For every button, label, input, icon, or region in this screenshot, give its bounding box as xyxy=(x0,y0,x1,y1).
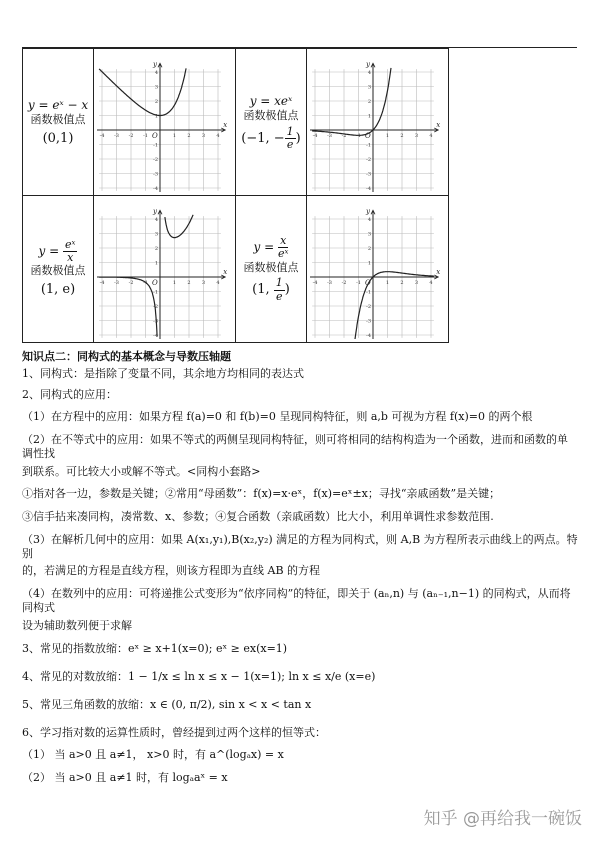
graph-4 xyxy=(310,199,445,339)
tick-label: -2 xyxy=(366,304,371,310)
formula-3-prefix: y = xyxy=(38,244,60,259)
function-graph-table xyxy=(22,48,449,343)
formula-4 xyxy=(236,235,306,260)
tick-label: -1 xyxy=(153,142,158,149)
tick-label: -2 xyxy=(153,304,158,310)
tick-label: -3 xyxy=(366,318,371,325)
graph-cell-2 xyxy=(307,49,449,196)
tick-label: -3 xyxy=(153,318,158,325)
origin-label: O xyxy=(365,279,371,287)
tick-label: -2 xyxy=(341,280,347,286)
tick-label: -3 xyxy=(327,280,332,286)
line-10: （4）在数列中的应用：可将递推公式变形为“依序同构”的特征，即关于 (aₙ,n) 与 (aₙ₋₁,n−1) 的同构式，从而将同构式 xyxy=(22,587,571,614)
tick-label: 4 xyxy=(429,280,433,286)
tick-label: 4 xyxy=(367,217,371,223)
line-1: 1、同构式：是指除了变量不同，其余地方均相同的表达式 xyxy=(22,366,304,380)
caption-2: 函数极值点 xyxy=(243,109,299,123)
tick-label: 4 xyxy=(216,280,220,286)
point-2-num: 1 xyxy=(286,124,294,138)
origin-label: O xyxy=(152,279,158,287)
tick-label: -1 xyxy=(366,289,371,296)
tick-label: 3 xyxy=(414,280,419,286)
tick-label: -1 xyxy=(356,133,361,139)
watermark: 知乎 @再给我一碗饭 xyxy=(423,809,582,829)
function-curve xyxy=(160,68,186,115)
x-axis-label: x xyxy=(436,121,441,129)
tick-label: -2 xyxy=(153,157,158,163)
y-axis-label: y xyxy=(366,60,370,69)
tick-label: 3 xyxy=(154,231,158,238)
x-axis-label: x xyxy=(223,268,228,276)
line-4: （2）在不等式中的应用：如果不等式的两侧呈现同构特征，则可将相同的结构构造为一个函数，进而和函数的单调性找 xyxy=(22,433,568,460)
tick-label: 2 xyxy=(400,133,404,139)
tick-label: -4 xyxy=(366,186,371,192)
formula-cell-4 xyxy=(236,196,307,343)
tick-label: -2 xyxy=(128,280,134,286)
point-2-fraction xyxy=(285,126,296,151)
caption-4: 函数极值点 xyxy=(243,260,299,274)
formula-2: y = xeˣ xyxy=(249,93,293,108)
origin-label: O xyxy=(365,132,371,140)
tick-label: 2 xyxy=(154,246,158,252)
y-axis-label: y xyxy=(153,60,157,69)
tick-label: -2 xyxy=(128,133,134,139)
tick-label: 2 xyxy=(187,280,191,286)
tick-label: 3 xyxy=(367,231,371,238)
formula-1: y = eˣ − x xyxy=(27,97,89,112)
function-curve xyxy=(373,68,391,130)
extreme-point-4 xyxy=(236,277,306,302)
graph-cell-4 xyxy=(307,196,449,343)
tick-label: -3 xyxy=(153,171,158,178)
tick-label: 1 xyxy=(385,280,390,286)
tick-label: 3 xyxy=(201,280,206,286)
line-12: 3、常见的指数放缩：eˣ ≥ x+1(x=0); eˣ ≥ ex(x=1) xyxy=(22,642,288,656)
tick-label: -3 xyxy=(327,133,332,139)
tick-label: 3 xyxy=(367,84,371,91)
tick-label: -4 xyxy=(153,186,158,192)
formula-4-num: x xyxy=(278,235,288,248)
formula-cell-3 xyxy=(23,196,94,343)
tick-label: -3 xyxy=(114,133,119,139)
caption-3: 函数极值点 xyxy=(30,264,86,278)
y-axis-label: y xyxy=(366,207,370,216)
tick-label: -1 xyxy=(143,133,148,139)
line-9: 的，若满足的方程是直线方程，则该方程即为直线 AB 的方程 xyxy=(22,564,321,578)
line-11: 设为辅助数列便于求解 xyxy=(22,618,132,632)
tick-label: 1 xyxy=(367,113,371,120)
tick-label: -1 xyxy=(153,289,158,296)
formula-4-fraction xyxy=(278,235,288,260)
graph-2 xyxy=(310,52,445,192)
graph-3 xyxy=(97,199,232,339)
formula-3-fraction xyxy=(63,239,77,264)
tick-label: -1 xyxy=(366,142,371,149)
function-curve xyxy=(373,272,434,277)
tick-label: -4 xyxy=(99,133,105,139)
tick-label: 1 xyxy=(385,133,390,139)
graph-1 xyxy=(97,52,232,192)
tick-label: 1 xyxy=(367,260,371,267)
tick-label: -4 xyxy=(312,133,318,139)
tick-label: -3 xyxy=(114,280,119,286)
tick-label: 1 xyxy=(172,133,177,139)
line-2: 2、同构式的应用： xyxy=(22,387,117,401)
function-curve xyxy=(99,69,160,116)
tick-label: 4 xyxy=(429,133,433,139)
tick-label: 2 xyxy=(187,133,191,139)
tick-label: -4 xyxy=(153,333,158,339)
tick-label: -1 xyxy=(143,280,148,286)
knowledge-section xyxy=(22,350,578,785)
tick-label: -4 xyxy=(312,280,318,286)
line-13: 4、常见的对数放缩：1 − 1/x ≤ ln x ≤ x − 1(x=1); ln x ≤ x/e (x=e) xyxy=(22,670,376,683)
point-2-suffix: ) xyxy=(295,131,301,147)
formula-3-den: x xyxy=(67,251,74,265)
point-4-suffix: ) xyxy=(284,282,290,298)
graph-cell-1 xyxy=(94,49,236,196)
tick-label: -3 xyxy=(366,171,371,178)
point-4-prefix: (1, xyxy=(252,282,274,298)
tick-label: 3 xyxy=(201,133,206,139)
line-6: ①指对各一边，参数是关键；②常用“母函数”：f(x)=x·eˣ，f(x)=eˣ±x；寻找“亲戚函数”是关键； xyxy=(22,487,501,501)
origin-label: O xyxy=(152,132,158,140)
formula-3-num: eˣ xyxy=(65,238,76,252)
tick-label: -2 xyxy=(366,157,371,163)
tick-label: 2 xyxy=(367,99,371,105)
line-8: （3）在解析几何中的应用：如果 A(x₁,y₁),B(x₂,y₂) 满足的方程为同构式，则 A,B 为方程所表示曲线上的两点。特别 xyxy=(22,532,578,560)
tick-label: 3 xyxy=(154,84,158,91)
extreme-point-3: (1, e) xyxy=(40,282,76,298)
point-4-den: e xyxy=(276,289,283,303)
line-16: （1） 当 a>0 且 a≠1， x>0 时，有 a^(logₐx) = x xyxy=(22,748,284,762)
line-3: （1）在方程中的应用：如果方程 f(a)=0 和 f(b)=0 呈现同构特征，则 a,b 可视为方程 f(x)=0 的两个根 xyxy=(22,410,533,424)
graph-cell-3 xyxy=(94,196,236,343)
tick-label: 2 xyxy=(400,280,404,286)
line-17: （2） 当 a>0 且 a≠1 时，有 logₐaˣ = x xyxy=(22,771,228,784)
tick-label: -4 xyxy=(366,333,371,339)
formula-cell-2 xyxy=(236,49,307,196)
tick-label: 4 xyxy=(154,217,158,223)
line-15: 6、学习指对数的运算性质时，曾经提到过两个这样的恒等式： xyxy=(22,725,326,739)
tick-label: 4 xyxy=(154,70,158,76)
y-axis-label: y xyxy=(153,207,157,216)
point-2-den: e xyxy=(286,138,294,152)
tick-label: 2 xyxy=(154,99,158,105)
line-7: ③信手拈来凑同构，凑常数、x、参数；④复合函数（亲戚函数）比大小，利用单调性求参数范围. xyxy=(22,510,494,523)
tick-label: 3 xyxy=(414,133,419,139)
tick-label: -1 xyxy=(356,280,361,286)
x-axis-label: x xyxy=(436,268,441,276)
extreme-point-1: (0,1) xyxy=(42,130,74,146)
tick-label: -2 xyxy=(341,133,347,139)
tick-label: 1 xyxy=(154,260,158,267)
point-4-num: 1 xyxy=(275,276,283,290)
tick-label: 4 xyxy=(216,133,220,139)
tick-label: -4 xyxy=(99,280,105,286)
extreme-point-2 xyxy=(236,126,306,151)
tick-label: 1 xyxy=(154,113,158,120)
tick-label: 1 xyxy=(172,280,177,286)
tick-label: 2 xyxy=(367,246,371,252)
formula-4-den: eˣ xyxy=(278,247,289,261)
line-5: 到联系。可比较大小或解不等式。<同构小套路> xyxy=(22,464,261,478)
section-title: 知识点二：同构式的基本概念与导数压轴题 xyxy=(22,350,231,363)
x-axis-label: x xyxy=(223,121,228,129)
line-14: 5、常见三角函数的放缩：x ∈ (0, π/2), sin x < x < tan x xyxy=(22,697,312,711)
formula-cell-1 xyxy=(23,49,94,196)
tick-label: 4 xyxy=(367,70,371,76)
formula-4-prefix: y = xyxy=(253,240,275,255)
formula-3 xyxy=(23,239,93,264)
point-2-prefix: (−1, − xyxy=(241,131,285,147)
point-4-fraction xyxy=(274,277,285,302)
caption-1: 函数极值点 xyxy=(30,112,86,126)
